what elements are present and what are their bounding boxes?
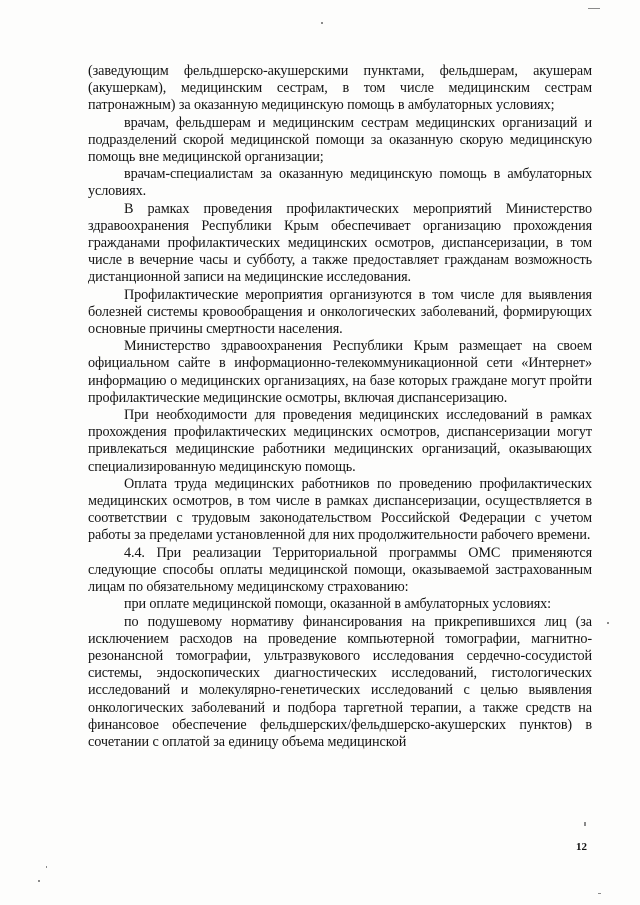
paragraph-7: При необходимости для проведения медицинских исследований в рамках прохождения профилактических медицинских осмотров, диспансеризации могут привлекаться медицинские работники медицинских организаций, оказывающих специализированную медицинскую помощь. xyxy=(88,407,592,475)
scan-speck xyxy=(598,893,601,894)
paragraph-5: Профилактические мероприятия организуются в том числе для выявления болезней системы кровообращения и онкологических заболеваний, формирующих основные причины смертности населения. xyxy=(88,286,592,338)
scan-speck xyxy=(584,822,586,826)
scan-speck xyxy=(321,22,323,24)
paragraph-11: по подушевому нормативу финансирования на прикрепившихся лиц (за исключением расходов на проведение компьютерной томографии, магнитно-резонансной томографии, ультразвукового исследования сердечно-сосудистой системы, эндоскопических диагностических исследований, гистологических исследований и молекулярно-генетических исследований с целью выявления онкологических заболеваний и подбора таргетной терапии, а также средств на финансовое обеспечение фельдшерских/фельдшерско-акушерских пунктов) в сочетании с оплатой за единицу объема медицинской xyxy=(88,613,592,750)
scan-speck xyxy=(607,622,609,624)
page-number: 12 xyxy=(576,841,587,853)
paragraph-2: врачам, фельдшерам и медицинским сестрам медицинских организаций и подразделений скорой медицинской помощи за оказанную скорую медицинскую помощь вне медицинской организации; xyxy=(88,114,592,166)
paragraph-10: при оплате медицинской помощи, оказанной в амбулаторных условиях: xyxy=(124,596,551,613)
scan-speck xyxy=(38,880,40,882)
scan-speck xyxy=(588,8,600,9)
paragraph-8: Оплата труда медицинских работников по проведению профилактических медицинских осмотров, в том числе в рамках диспансеризации, осуществляется в соответствии с трудовым законодательством Российской Федерации с учетом работы за пределами установленной для них продолжительности рабочего времени. xyxy=(88,475,592,544)
paragraph-9: 4.4. При реализации Территориальной программы ОМС применяются следующие способы оплаты медицинской помощи, оказываемой застрахованным лицам по обязательному медицинскому страхованию: xyxy=(88,544,592,596)
paragraph-3: врачам-специалистам за оказанную медицинскую помощь в амбулаторных условиях. xyxy=(88,166,592,200)
paragraph-6: Министерство здравоохранения Республики Крым размещает на своем официальном сайте в информационно-телекоммуникационной сети «Интернет» информацию о медицинских организациях, на базе которых граждане могут пройти профилактические медицинские осмотры, включая диспансеризацию. xyxy=(88,338,592,406)
paragraph-1: (заведующим фельдшерско-акушерскими пунктами, фельдшерам, акушерам (акушеркам), медицинским сестрам, в том числе медицинским сестрам патронажным) за оказанную медицинскую помощь в амбулаторных условиях; xyxy=(88,63,592,114)
paragraph-4: В рамках проведения профилактических мероприятий Министерство здравоохранения Республики Крым обеспечивает организацию прохождения гражданами профилактических медицинских осмотров, диспансеризации, в том числе в вечерние часы и субботу, а также предоставляет гражданам возможность дистанционной записи на медицинские исследования. xyxy=(88,200,592,286)
document-body xyxy=(88,63,592,751)
scan-speck xyxy=(46,866,47,868)
